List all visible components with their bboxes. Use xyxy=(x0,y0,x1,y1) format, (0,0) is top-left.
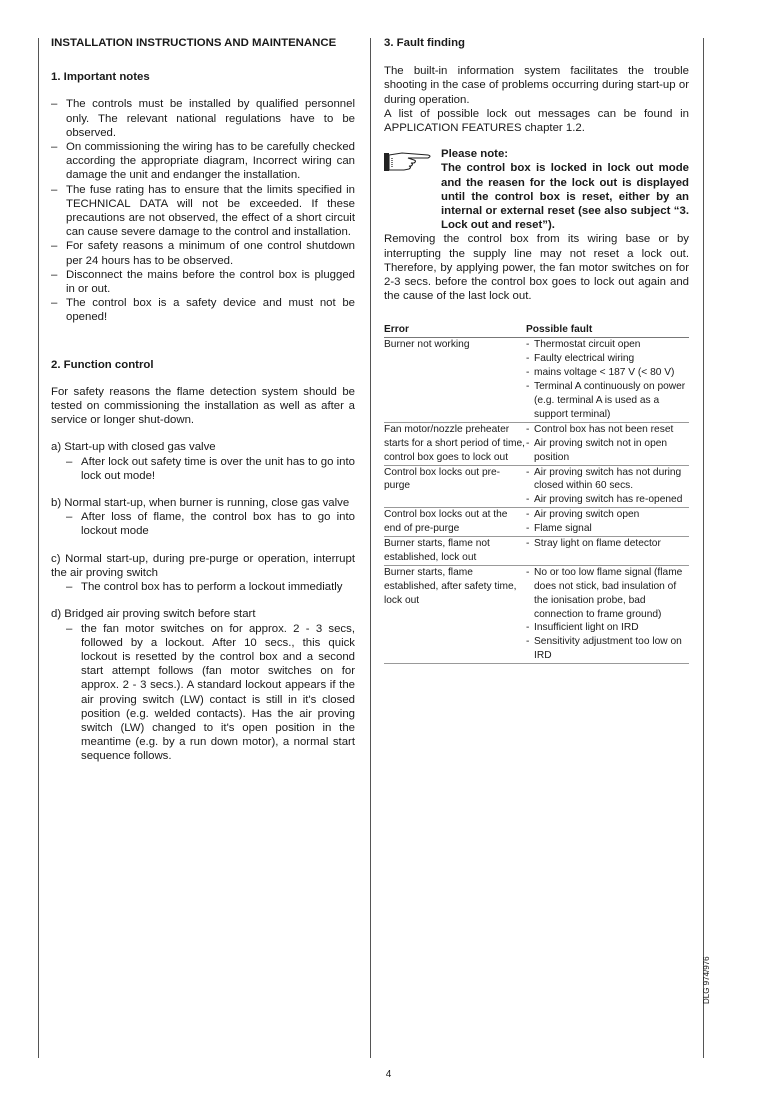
important-note-item: – The controls must be installed by qualified personnel only. The relevant national regulations have to be observed. xyxy=(51,97,355,140)
error-cell: Burner starts, flame not established, lock out xyxy=(384,537,526,566)
fault-table-header xyxy=(384,323,689,337)
function-case-label: b) Normal start-up, when burner is running, close gas valve xyxy=(51,497,350,510)
possible-fault-item: - Stray light on flame detector xyxy=(526,537,689,551)
possible-fault-item: - Thermostat circuit open xyxy=(526,338,689,352)
important-note-item: – On commissioning the wiring has to be carefully checked according the appropriate diagram, Incorrect wiring can damage the unit and endanger the installation. xyxy=(51,140,355,183)
possible-fault-cell xyxy=(526,465,689,508)
section-function-control-title: 2. Function control xyxy=(51,358,154,371)
possible-fault-item: - Air proving switch has re-opened xyxy=(526,493,689,507)
possible-fault-item: - Faulty electrical wiring xyxy=(526,352,689,366)
function-case-detail: – The control box has to perform a lockout immediatly xyxy=(51,580,355,594)
fault-table-row xyxy=(384,537,689,566)
function-case-detail: – After lock out safety time is over the unit has to go into lock out mode! xyxy=(51,455,355,483)
note-title: Please note: xyxy=(441,148,509,161)
possible-fault-item: - Air proving switch has not during closed within 60 secs. xyxy=(526,466,689,494)
left-column xyxy=(51,36,355,764)
possible-fault-item: - mains voltage < 187 V (< 80 V) xyxy=(526,366,689,380)
error-cell: Burner starts, flame established, after safety time, lock out xyxy=(384,565,526,663)
function-case-label: d) Bridged air proving switch before start xyxy=(51,608,256,621)
fault-table-row xyxy=(384,338,689,422)
right-column xyxy=(384,36,689,664)
fault-table xyxy=(384,323,689,664)
function-control-cases xyxy=(51,440,355,763)
pointing-hand-icon xyxy=(384,149,434,177)
fault-table-row xyxy=(384,422,689,465)
function-case-detail: – After loss of flame, the control box has to go into lockout mode xyxy=(51,510,355,538)
error-cell: Fan motor/nozzle preheater starts for a short period of time, control box goes to lock out xyxy=(384,422,526,465)
document-code: DLG 974/976 xyxy=(702,956,711,1004)
possible-fault-cell xyxy=(526,338,689,422)
possible-fault-item: - Flame signal xyxy=(526,522,689,536)
fault-finding-para-3: Removing the control box from its wiring base or by interrupting the supply line may not reset a lock out. Therefore, by applying power, the fan motor switches on for 2-3 secs. before the control box goes to lock out again and the cause of the last lock out. xyxy=(384,233,689,303)
fault-table-row xyxy=(384,508,689,537)
function-control-intro: For safety reasons the flame detection system should be tested on commissioning the installation as well as after a service or longer shut-down. xyxy=(51,385,355,427)
error-cell: Control box locks out at the end of pre-purge xyxy=(384,508,526,537)
section-fault-finding-title: 3. Fault finding xyxy=(384,37,465,49)
important-note-item: – The fuse rating has to ensure that the limits specified in TECHNICAL DATA will not be exceeded. If these precautions are not observed, the effect of a short circuit can cause severe damage to the control and installation. xyxy=(51,183,355,240)
error-cell: Control box locks out pre-purge xyxy=(384,465,526,508)
possible-fault-item: - Terminal A continuously on power (e.g. terminal A is used as a support terminal) xyxy=(526,380,689,422)
fault-finding-para-1: The built-in information system facilitates the trouble shooting in the case of problems occurring during start-up or during operation. xyxy=(384,65,689,106)
possible-fault-item: - Insufficient light on IRD xyxy=(526,621,689,635)
page-number: 4 xyxy=(385,1069,392,1080)
fault-finding-para-2: A list of possible lock out messages can be found in APPLICATION FEATURES chapter 1.2. xyxy=(384,107,689,135)
right-column-rule xyxy=(703,38,704,1058)
possible-fault-cell xyxy=(526,508,689,537)
function-case-label: a) Start-up with closed gas valve xyxy=(51,441,216,454)
left-column-rule xyxy=(38,38,39,1058)
important-notes-list xyxy=(51,97,355,324)
section-important-notes-title: 1. Important notes xyxy=(51,71,150,84)
important-note-item: – The control box is a safety device and must not be opened! xyxy=(51,296,355,324)
note-box xyxy=(384,147,689,232)
function-case-label: c) Normal start-up, during pre-purge or operation, interrupt the air proving switch xyxy=(51,552,355,579)
possible-fault-item: - Control box has not been reset xyxy=(526,423,689,437)
fault-table-row xyxy=(384,565,689,663)
center-column-rule xyxy=(370,38,371,1058)
col-error-header: Error xyxy=(384,323,526,337)
function-case-detail: – the fan motor switches on for approx. 2 - 3 secs, followed by a lockout. After 10 secs., this quick lockout is resetted by the control box and a second start attempt follows (fan motor switches on for approx. 2 - 3 secs.). A standard lockout appears if the air proving switch (LW) contact is still in it's closed position (e.g. welded contacts). Has the air proving switch (LW) changed to it's open position in the meantime (e.g. by a run down motor), a normal start sequence follows. xyxy=(51,622,355,764)
possible-fault-item: - Air proving switch not in open position xyxy=(526,437,689,465)
page-heading: INSTALLATION INSTRUCTIONS AND MAINTENANCE xyxy=(51,37,337,49)
possible-fault-cell xyxy=(526,537,689,566)
possible-fault-item: - Sensitivity adjustment too low on IRD xyxy=(526,635,689,663)
possible-fault-item: - No or too low flame signal (flame does not stick, bad insulation of the ionisation probe, bad connection to frame ground) xyxy=(526,566,689,622)
note-body: The control box is locked in lock out mode and the reasen for the lock out is displayed until the control box is reset, either by an internal or external reset (see also subject “3. Lock out and reset”). xyxy=(441,162,689,232)
error-cell: Burner not working xyxy=(384,338,526,422)
possible-fault-cell xyxy=(526,422,689,465)
possible-fault-cell xyxy=(526,565,689,663)
important-note-item: – For safety reasons a minimum of one control shutdown per 24 hours has to be observed. xyxy=(51,239,355,267)
important-note-item: – Disconnect the mains before the control box is plugged in or out. xyxy=(51,268,355,296)
possible-fault-item: - Air proving switch open xyxy=(526,508,689,522)
fault-table-row xyxy=(384,465,689,508)
col-fault-header: Possible fault xyxy=(526,323,689,337)
